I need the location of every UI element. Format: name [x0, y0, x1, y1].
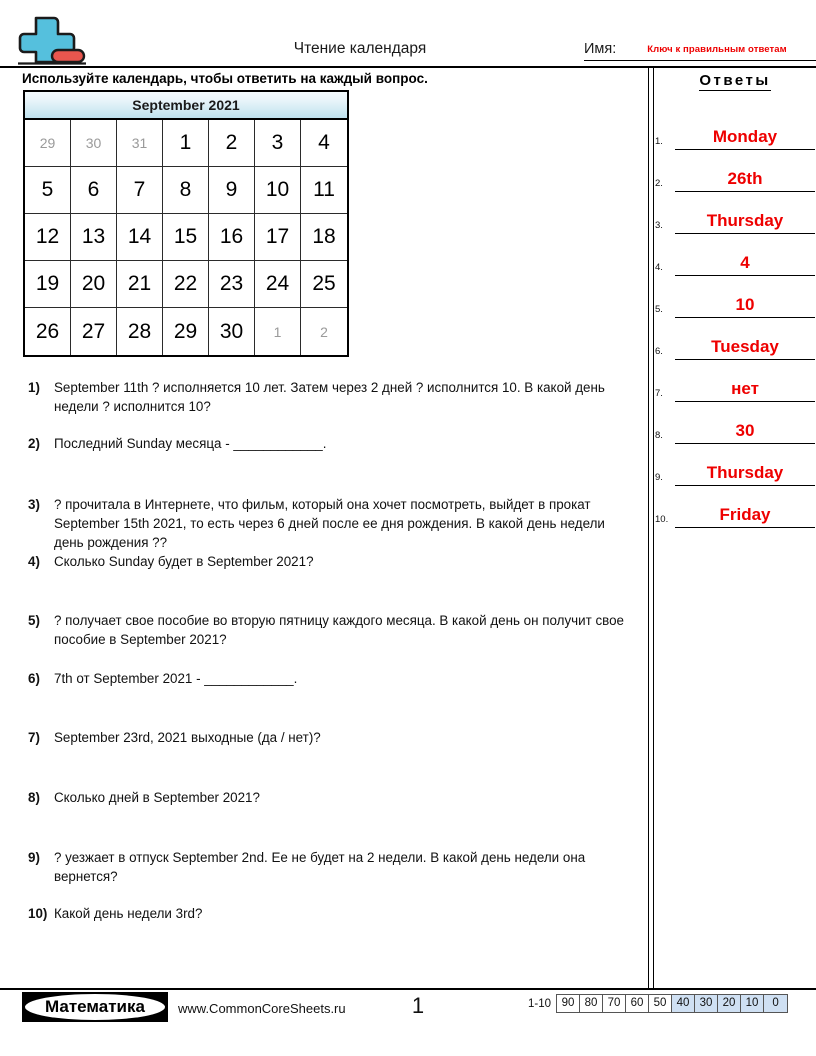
calendar-day-cell: 14 — [117, 214, 163, 261]
site-url: www.CommonCoreSheets.ru — [178, 1001, 346, 1016]
answer-row — [655, 150, 815, 192]
question-item — [26, 611, 636, 649]
calendar-day-cell: 28 — [117, 308, 163, 355]
calendar-day-cell: 24 — [255, 261, 301, 308]
calendar-day-cell: 3 — [255, 120, 301, 167]
score-cell: 30 — [695, 995, 718, 1012]
answer-number: 4. — [655, 262, 663, 273]
answer-number: 10. — [655, 514, 669, 525]
question-number: 9) — [28, 850, 40, 865]
question-item — [26, 434, 636, 453]
calendar-grid — [25, 120, 347, 355]
calendar-day-cell: 20 — [71, 261, 117, 308]
calendar-day-cell: 21 — [117, 261, 163, 308]
question-text: ? получает свое пособие во вторую пятницу каждого месяца. В какой день он получит свое пособие в September 2021? — [54, 613, 625, 647]
calendar-day-cell: 22 — [163, 261, 209, 308]
column-divider — [648, 68, 654, 988]
question-number: 4) — [28, 554, 40, 569]
calendar-month-title: September 2021 — [25, 92, 347, 120]
calendar-day-cell: 6 — [71, 167, 117, 214]
score-cell: 0 — [764, 995, 787, 1012]
calendar-day-cell: 9 — [209, 167, 255, 214]
question-item — [26, 904, 636, 923]
calendar-day-cell: 10 — [255, 167, 301, 214]
question-text: Сколько Sunday будет в September 2021? — [54, 554, 314, 569]
question-text: September 11th ? исполняется 10 лет. Затем через 2 дней ? исполнится 10. В какой день недели ? исполнится 10? — [54, 380, 605, 414]
calendar-widget — [23, 90, 349, 357]
score-cell: 50 — [649, 995, 672, 1012]
answer-value[interactable]: Thursday — [675, 463, 815, 486]
calendar-day-cell: 18 — [301, 214, 347, 261]
calendar-day-cell: 29 — [25, 120, 71, 167]
name-label: Имя: — [584, 41, 617, 57]
question-item — [26, 788, 636, 807]
question-text: ? прочитала в Интернете, что фильм, который она хочет посмотреть, выйдет в прокат September 15th 2021, то есть через 6 дней после ее дня рождения. В какой день недели день рождения ?? — [54, 497, 605, 550]
questions-list — [26, 378, 636, 923]
instructions-text: Используйте календарь, чтобы ответить на каждый вопрос. — [22, 71, 428, 86]
page-number: 1 — [411, 993, 425, 1018]
question-item — [26, 728, 636, 747]
answer-value[interactable]: Monday — [675, 127, 815, 150]
answer-number: 8. — [655, 430, 663, 441]
question-text: Последний Sunday месяца - ____________. — [54, 436, 327, 451]
answer-row — [655, 108, 815, 150]
calendar-day-cell: 1 — [163, 120, 209, 167]
answers-heading-text: Ответы — [699, 72, 771, 89]
calendar-day-cell: 26 — [25, 308, 71, 355]
question-number: 1) — [28, 380, 40, 395]
answer-value[interactable]: нет — [675, 379, 815, 402]
calendar-day-cell: 8 — [163, 167, 209, 214]
answer-number: 7. — [655, 388, 663, 399]
calendar-day-cell: 2 — [209, 120, 255, 167]
calendar-day-cell: 29 — [163, 308, 209, 355]
footer-divider — [0, 988, 816, 990]
calendar-day-cell: 15 — [163, 214, 209, 261]
answer-row — [655, 486, 815, 528]
answer-key-badge: Ключ к правильным ответам — [647, 44, 787, 55]
question-text: September 23rd, 2021 выходные (да / нет)? — [54, 730, 321, 745]
question-text: 7th от September 2021 - ____________. — [54, 671, 298, 686]
answer-row — [655, 360, 815, 402]
answer-number: 9. — [655, 472, 663, 483]
calendar-day-cell: 25 — [301, 261, 347, 308]
calendar-day-cell: 19 — [25, 261, 71, 308]
score-cell: 10 — [741, 995, 764, 1012]
answer-number: 1. — [655, 136, 663, 147]
answer-key-list — [655, 108, 815, 528]
answer-row — [655, 318, 815, 360]
answers-heading — [655, 72, 815, 89]
calendar-day-cell: 2 — [320, 323, 328, 340]
question-text: ? уезжает в отпуск September 2nd. Ее не будет на 2 недели. В какой день недели она вернется? — [54, 850, 586, 884]
question-item — [26, 552, 636, 571]
question-number: 2) — [28, 436, 40, 451]
page-header — [0, 0, 816, 68]
brand-logo-label: Математика — [25, 994, 165, 1020]
calendar-day-cell: 30 — [209, 308, 255, 355]
question-number: 5) — [28, 613, 40, 628]
score-cell: 70 — [603, 995, 626, 1012]
calendar-day-cell: 23 — [209, 261, 255, 308]
calendar-day-cell: 17 — [255, 214, 301, 261]
question-item — [26, 669, 636, 688]
answer-value[interactable]: Friday — [675, 505, 815, 528]
calendar-day-cell: 27 — [71, 308, 117, 355]
calendar-day-cell: 31 — [117, 120, 163, 167]
calendar-day-cell: 5 — [25, 167, 71, 214]
score-cell: 80 — [580, 995, 603, 1012]
answer-value[interactable]: 26th — [675, 169, 815, 192]
question-number: 10) — [28, 906, 48, 921]
calendar-day-cell: 1 — [255, 308, 301, 355]
plus-minus-logo-icon — [14, 16, 86, 66]
answer-value[interactable]: 30 — [675, 421, 815, 444]
answer-value[interactable]: Thursday — [675, 211, 815, 234]
question-number: 3) — [28, 497, 40, 512]
question-text: Какой день недели 3rd? — [54, 906, 203, 921]
calendar-day-cell: 11 — [301, 167, 347, 214]
answer-number: 5. — [655, 304, 663, 315]
question-item — [26, 848, 636, 886]
question-text: Сколько дней в September 2021? — [54, 790, 260, 805]
score-scale — [528, 994, 788, 1013]
score-range-label: 1-10 — [528, 997, 552, 1010]
question-number: 7) — [28, 730, 40, 745]
answer-number: 6. — [655, 346, 663, 357]
score-cell: 60 — [626, 995, 649, 1012]
answer-row — [655, 276, 815, 318]
question-number: 6) — [28, 671, 40, 686]
answer-number: 3. — [655, 220, 663, 231]
answer-row — [655, 444, 815, 486]
calendar-day-cell: 16 — [209, 214, 255, 261]
header-divider — [0, 66, 816, 68]
answer-row — [655, 402, 815, 444]
answer-value[interactable]: 4 — [675, 253, 815, 276]
answer-row — [655, 234, 815, 276]
score-cell: 20 — [718, 995, 741, 1012]
calendar-day-cell: 13 — [71, 214, 117, 261]
answer-value[interactable]: 10 — [675, 295, 815, 318]
score-cell: 90 — [557, 995, 580, 1012]
page-title: Чтение календаря — [293, 40, 427, 57]
answer-value[interactable]: Tuesday — [675, 337, 815, 360]
brand-logo — [22, 992, 168, 1022]
question-item — [26, 495, 636, 552]
calendar-day-cell: 30 — [71, 120, 117, 167]
score-table — [556, 994, 788, 1013]
calendar-day-cell: 12 — [25, 214, 71, 261]
calendar-day-cell: 7 — [117, 167, 163, 214]
answer-row — [655, 192, 815, 234]
name-input-line[interactable] — [584, 60, 816, 61]
answer-number: 2. — [655, 178, 663, 189]
score-cell: 40 — [672, 995, 695, 1012]
calendar-day-cell: 4 — [301, 120, 347, 167]
question-item — [26, 378, 636, 416]
question-number: 8) — [28, 790, 40, 805]
